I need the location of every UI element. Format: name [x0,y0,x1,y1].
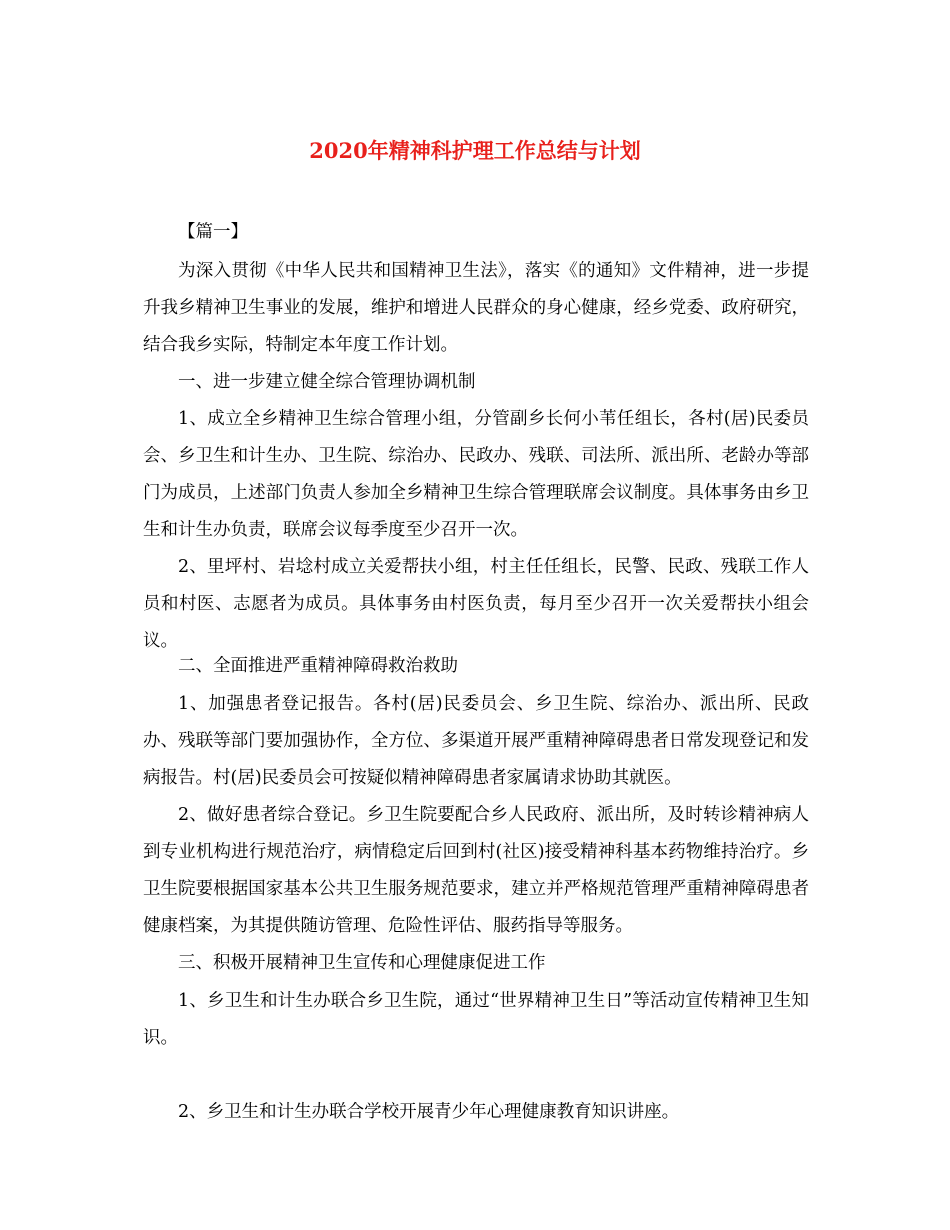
section-heading-1: 一、进一步建立健全综合管理协调机制 [178,372,476,392]
body-paragraph: 1、加强患者登记报告。各村(居)民委员会、乡卫生院、综治办、派出所、民政办、残联等部门要加强协作，全方位、多渠道开展严重精神障碍患者日常发现登记和发病报告。村(居)民委员会可按疑似精神障碍患者家属请求协助其就医。 [143,694,809,788]
body-paragraph: 2、做好患者综合登记。乡卫生院要配合乡人民政府、派出所，及时转诊精神病人到专业机构进行规范治疗，病情稳定后回到村(社区)接受精神科基本药物维持治疗。乡卫生院要根据国家基本公共卫生服务规范要求，建立并严格规范管理严重精神障碍患者健康档案，为其提供随访管理、危险性评估、服药指导等服务。 [143,805,809,936]
body-paragraph: 1、乡卫生和计生办联合乡卫生院，通过“世界精神卫生日”等活动宣传精神卫生知识。 [143,991,809,1048]
section-heading-2: 二、全面推进严重精神障碍救治救助 [178,656,458,676]
document-title: 2020年精神科护理工作总结与计划 [309,138,641,163]
body-paragraph: 2、里坪村、岩埝村成立关爱帮扶小组，村主任任组长，民警、民政、残联工作人员和村医、志愿者为成员。具体事务由村医负责，每月至少召开一次关爱帮扶小组会议。 [143,557,809,651]
section-label: 【篇一】 [178,222,248,242]
body-paragraph: 1、成立全乡精神卫生综合管理小组，分管副乡长何小苇任组长，各村(居)民委员会、乡卫生和计生办、卫生院、综治办、民政办、残联、司法所、派出所、老龄办等部门为成员，上述部门负责人参加全乡精神卫生综合管理联席会议制度。具体事务由乡卫生和计生办负责，联席会议每季度至少召开一次。 [143,409,809,540]
section-heading-3: 三、积极开展精神卫生宣传和心理健康促进工作 [178,953,546,973]
body-paragraph: 2、乡卫生和计生办联合学校开展青少年心理健康教育知识讲座。 [178,1102,680,1122]
intro-paragraph: 为深入贯彻《中华人民共和国精神卫生法》，落实《的通知》文件精神，进一步提升我乡精神卫生事业的发展，维护和增进人民群众的身心健康，经乡党委、政府研究，结合我乡实际，特制定本年度工作计划。 [143,261,809,355]
